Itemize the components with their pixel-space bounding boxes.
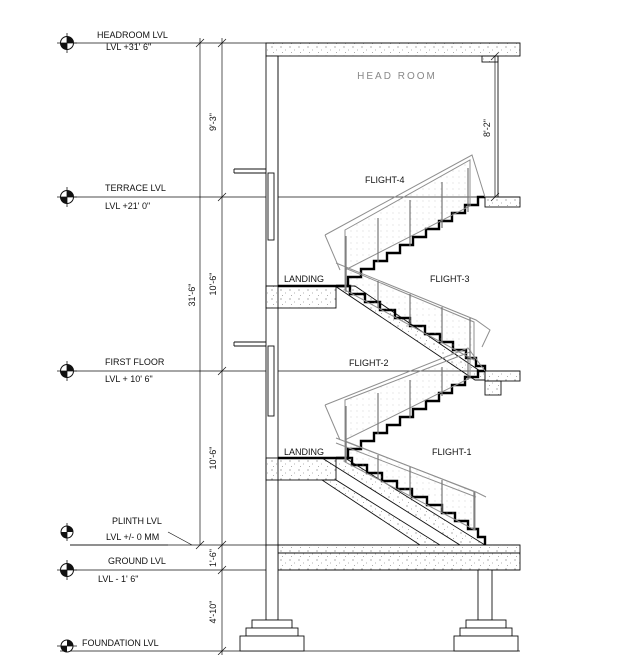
level-value-terrace: LVL +21' 0" [105,201,151,211]
terrace-slab-right [485,197,520,207]
first-floor-beam [485,381,501,395]
level-marker-terrace-icon [57,187,77,207]
head-room-label: HEAD ROOM [357,71,437,82]
roof-drop-right [482,56,498,62]
dim-4-10: 4'-10" [208,600,218,624]
level-name-ground: GROUND LVL [108,556,166,566]
plinth-leader-diag [168,532,192,545]
first-floor-slab-right [485,371,520,381]
level-marker-first-floor-icon [57,361,77,381]
level-labels [82,30,168,648]
level-value-headroom: LVL +31' 6" [106,42,152,52]
flight-1-label: FLIGHT-1 [432,447,472,457]
left-footing-top [252,620,292,628]
level-name-headroom: HEADROOM LVL [97,30,168,40]
right-footing-base [454,636,518,651]
dim-8-2: 8'-2" [482,119,492,137]
right-column [478,570,492,620]
building-structure [234,43,520,651]
level-name-terrace: TERRACE LVL [105,183,166,193]
roof-slab [266,43,520,56]
left-footing-mid [246,628,298,636]
flight-4-label: FLIGHT-4 [365,175,405,185]
dim-9-3: 9'-3" [208,113,218,131]
landing-lower-label: LANDING [284,447,325,457]
level-marker-plinth-icon [61,523,73,541]
level-value-ground: LVL - 1' 6" [98,574,139,584]
lower-landing-block [266,458,336,480]
right-footing-mid [460,628,512,636]
landing-upper-label: LANDING [284,274,325,284]
level-name-plinth: PLINTH LVL [112,516,162,526]
level-name-first-floor: FIRST FLOOR [105,357,165,367]
right-footing-top [466,620,506,628]
flight-3-label: FLIGHT-3 [430,274,470,284]
upper-landing-block [266,286,336,308]
dim-31-6: 31'-6" [187,283,197,307]
dim-10-6-lower: 10'-6" [208,446,218,470]
level-marker-headroom-icon [57,33,77,53]
level-value-plinth: LVL +/- 0 MM [106,532,160,542]
level-name-foundation: FOUNDATION LVL [82,638,159,648]
flight-2-label: FLIGHT-2 [349,358,389,368]
plinth-beam [278,545,520,570]
level-marker-ground-icon [57,560,77,580]
level-marker-foundation-icon [57,640,77,652]
dim-1-6: 1'-6" [208,549,218,567]
left-footing-base [240,636,304,651]
level-markers [57,33,77,652]
dim-10-6-upper: 10'-6" [208,272,218,296]
left-column [266,545,278,620]
level-value-first-floor: LVL + 10' 6" [105,374,153,384]
